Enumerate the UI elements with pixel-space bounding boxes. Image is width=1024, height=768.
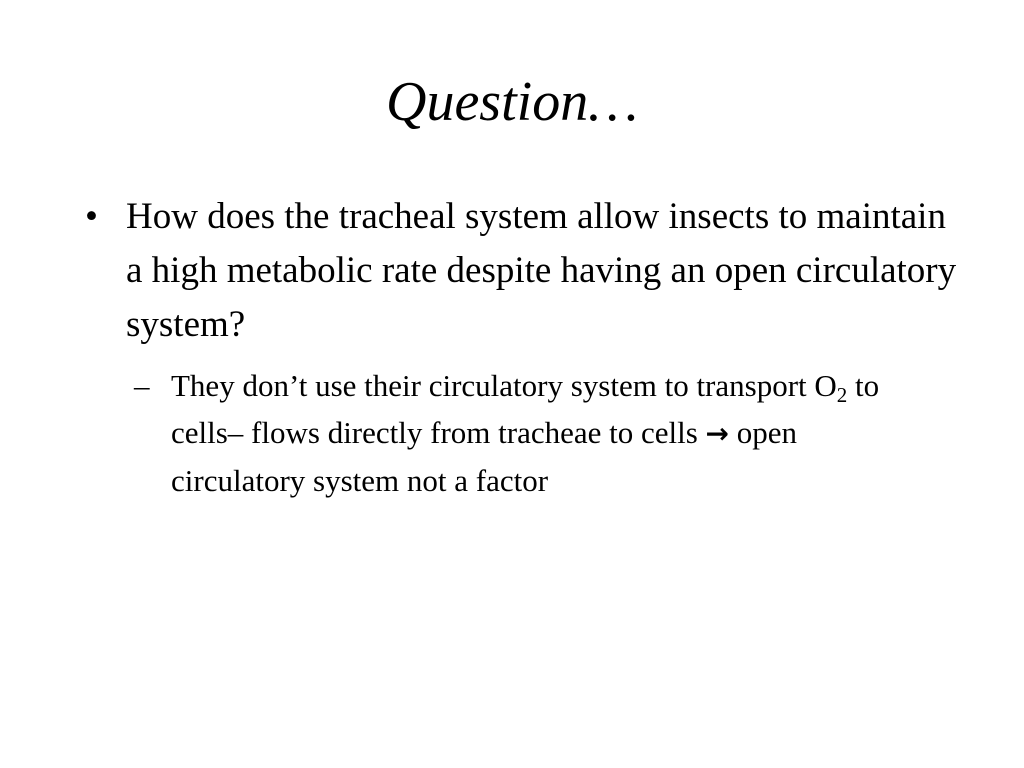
bullet-item <box>85 190 965 352</box>
sub-bullet-text-part-1: They don’t use their circulatory system to transport O <box>171 368 837 403</box>
sub-bullet-marker: – <box>134 368 150 403</box>
sub-bullet-text-part-2: to cells– flows directly from tracheae to cells <box>171 368 880 450</box>
bullet-marker: • <box>85 196 98 237</box>
sub-bullet-text-part-3: open circulatory system not a factor <box>171 415 798 498</box>
bullet-text: How does the tracheal system allow insects to maintain a high metabolic rate despite having an open circulatory system? <box>126 196 957 345</box>
slide-body <box>85 190 965 504</box>
sub-bullet-item <box>134 362 939 504</box>
slide-title: Question… <box>386 71 638 133</box>
right-arrow-icon: → <box>705 417 730 450</box>
subscript-2: 2 <box>836 383 848 407</box>
